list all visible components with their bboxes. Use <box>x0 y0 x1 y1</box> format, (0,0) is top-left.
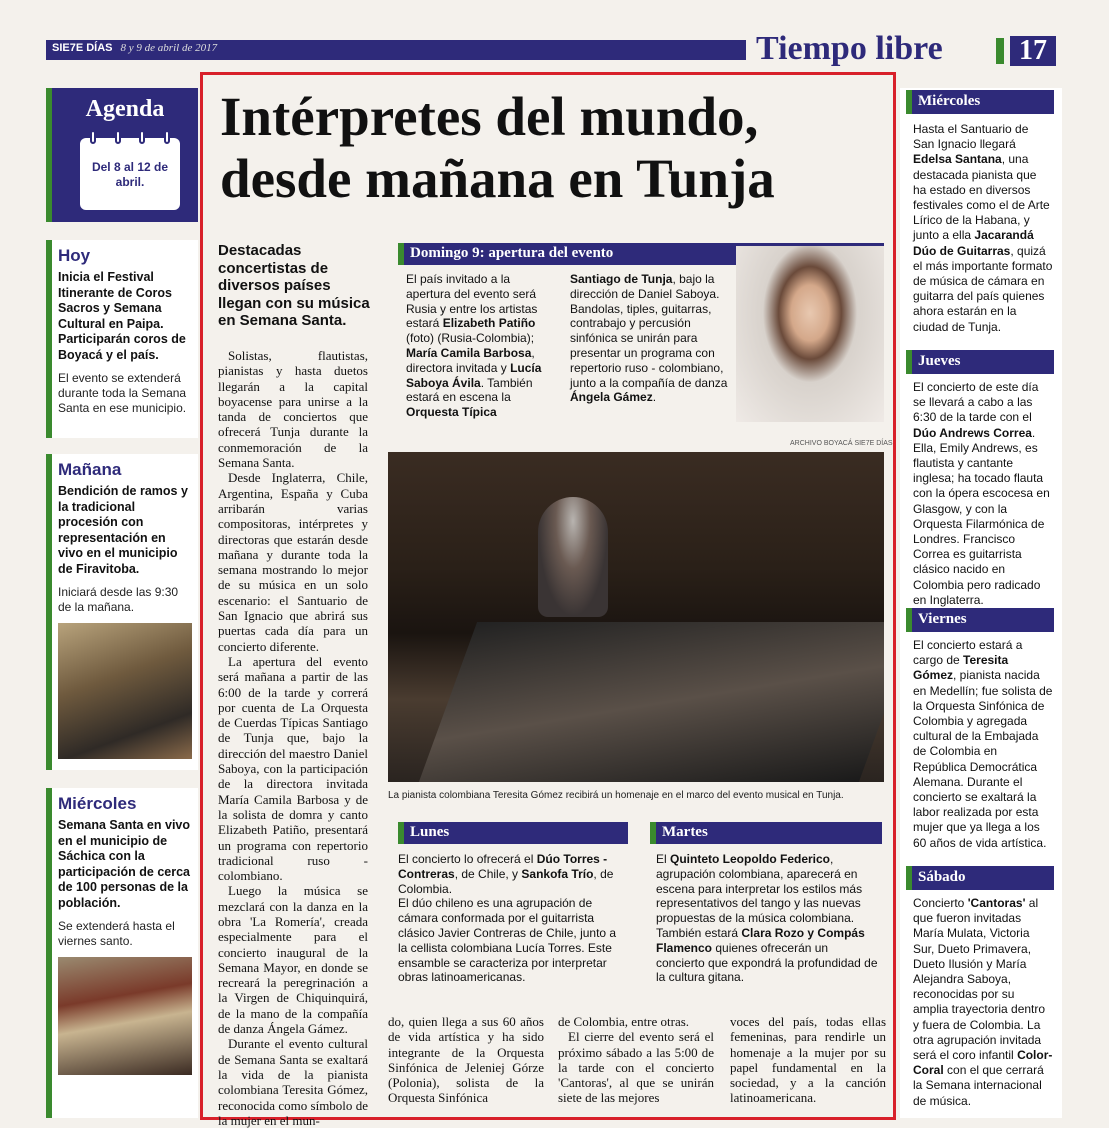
text-run: . Ella, Emily Andrews, es flautista y cantante inglesa; ha tocado flauta con la ópera escocesa en Glasgow, y con la Orquesta Filarmónica de Londres. Francisco Correa es guitarrista clásico nacido en Colombia pero radicado en Inglaterra. <box>913 425 1050 607</box>
paragraph: La apertura del evento será mañana a partir de las 6:00 de la tarde y correrá por cuenta de La Orquesta de Cuerdas Típicas Santiago de Tunja que, bajo la dirección del maestro Daniel Saboya, con la participación de la directora invitada María Camila Barbosa y de la solista de domra y canto Elizabeth Patiño, presentará un programa con repertorio tradicional ruso - colombiano. <box>218 653 368 884</box>
text-run: También estará <box>656 925 742 940</box>
photo-credit: ARCHIVO BOYACÁ SIE7E DÍAS <box>790 440 893 447</box>
bold-run: Quinteto Leopoldo Federico <box>670 852 831 866</box>
page-number: 17 <box>1010 36 1056 66</box>
viernes-heading: Viernes <box>906 608 1054 632</box>
pianist-photo <box>388 452 884 782</box>
lunes-heading: Lunes <box>398 822 628 844</box>
bold-run: Color-Coral <box>913 1048 1053 1078</box>
viernes-text <box>913 638 1053 851</box>
martes-p1 <box>656 852 878 926</box>
section-title: Tiempo libre <box>756 30 943 67</box>
article-column-2: do, quien llega a sus 60 años de vida artística y ha sido integrante de la Orquesta Sinfónica de Jeleniej Górze (Polonia), solista de la Orquesta Sinfónica <box>388 1014 544 1106</box>
miercoles-heading: Miércoles <box>906 90 1054 114</box>
text-run: Concierto <box>913 896 968 910</box>
text-run: . También estará en escena la <box>406 375 533 405</box>
newspaper-logo: SIE7E DÍAS <box>52 42 113 54</box>
article-headline: Intérpretes del mundo, desde mañana en Tunja <box>220 86 775 209</box>
text-run: , pianista nacida en Medellín; fue solista de la Orquesta Sinfónica de Colombia y agregada cultural de la Embajada de Colombia en República Democrática Alemana. Durante el concierto se exaltará la labor realizada por esta mujer que ya llega a los 60 años de vida artística. <box>913 668 1053 850</box>
martes-heading: Martes <box>650 822 882 844</box>
article-column-1 <box>218 348 368 1128</box>
agenda-dates: Del 8 al 12 de abril. <box>91 160 169 189</box>
bold-run: Clara Rozo y Compás Flamenco <box>656 925 865 955</box>
bold-run: María Camila Barbosa <box>406 345 532 360</box>
procession-photo <box>58 623 192 759</box>
bold-run: Jacarandá Dúo de Guitarras <box>913 228 1034 258</box>
photo-caption: La pianista colombiana Teresita Gómez recibirá un homenaje en el marco del evento musical en Tunja. <box>388 790 844 801</box>
paragraph: Desde Inglaterra, Chile, Argentina, España y Cuba arribarán varias compositoras, intérpretes y directoras que estarán desde mañana y durante toda la semana mostrando lo mejor de su música en un solo escenario: el Santuario de San Ignacio que abrirá sus puertas cada día para un concierto diferente. <box>218 470 368 654</box>
bold-run: Orquesta Típica <box>406 405 497 420</box>
lunes-p2: El dúo chileno es una agrupación de cámara conformada por el guitarrista clásico Javier Contreras de Chile, junto a la cellista colombiana Lucía Torres. Este ensamble se caracteriza por interpretar obras latinoamericanas. <box>398 896 617 985</box>
text-run: , bajo la dirección de Daniel Saboya. Bandolas, tiples, guitarras, contrabajo y percusión sinfónica se unirán para presentar un programa con repertorio ruso - colombiano, junto a la compañía de danza <box>570 272 728 390</box>
bold-run: Sankofa Trío <box>521 866 594 881</box>
holy-week-photo <box>58 957 192 1075</box>
bold-run: 'Cantoras' <box>967 896 1026 910</box>
text-run: Hasta el Santuario de San Ignacio llegará <box>913 122 1029 152</box>
agenda-box <box>46 88 198 222</box>
text-run: El concierto estará a cargo de <box>913 638 1023 668</box>
bold-run: Teresita Gómez <box>913 653 1009 683</box>
domingo-text-right <box>570 272 728 405</box>
text-run: , de Colombia. <box>398 866 614 896</box>
agenda-hoy-title: Hoy <box>58 246 91 265</box>
pianist-figure <box>538 497 608 617</box>
header-masthead <box>52 42 217 54</box>
calendar-icon <box>80 138 180 210</box>
text-run: , de Chile, y <box>454 866 522 881</box>
text-run: , directora invitada y <box>406 345 535 375</box>
piano-shape <box>419 622 884 782</box>
text-run: El país invitado a la apertura del evento será Rusia y entre los artistas estará <box>406 272 538 331</box>
singer-portrait <box>736 246 884 422</box>
text-run: El concierto de este día se llevará a cabo a las 6:30 de la tarde con el <box>913 380 1039 425</box>
paragraph: El cierre del evento será el próximo sábado a las 5:00 de la tarde con el concierto 'Cantoras', al que se unirán siete de las mejores <box>558 1029 714 1106</box>
agenda-miercoles-note: Se extenderá hasta el viernes santo. <box>58 919 175 948</box>
bold-run: Dúo Torres - Contreras <box>398 852 608 881</box>
martes-text <box>656 852 878 985</box>
bold-run: Ángela Gámez <box>570 390 653 405</box>
agenda-manana-title: Mañana <box>58 460 122 479</box>
agenda-miercoles <box>46 788 198 1118</box>
agenda-manana-text: Bendición de ramos y la tradicional procesión con representación en vivo en el municipio de Firavitoba. <box>58 484 188 576</box>
text-run: quienes ofrecerán un concierto que expondrá la profundidad de la cultura gitana. <box>656 940 878 985</box>
agenda-hoy-note: El evento se extenderá durante toda la Semana Santa en ese municipio. <box>58 371 187 415</box>
agenda-manana-note: Iniciará desde las 9:30 de la mañana. <box>58 585 179 614</box>
bold-run: Lucía Saboya Ávila <box>406 360 542 390</box>
domingo-heading: Domingo 9: apertura del evento <box>398 243 884 265</box>
paragraph: Durante el evento cultural de Semana Santa se exaltará la vida de la pianista colombiana Teresita Gómez, reconocida como símbolo de la mujer en el mun- <box>218 1036 368 1128</box>
article-column-4: voces del país, todas ellas femeninas, para rendirle un homenaje a la mujer por su papel fundamental en la sociedad, y a la canción latinoamericana. <box>730 1014 886 1106</box>
text-run: , una destacada pianista que ha estado en diversos festivales como el de Arte Lírico de la Habana, y junto a ella <box>913 152 1050 243</box>
article-deck: Destacadas concertistas de diversos países llegan con su música en Semana Santa. <box>218 242 370 329</box>
bold-run: Elizabeth Patiño <box>442 316 536 331</box>
jueves-text <box>913 380 1053 608</box>
text-run: . <box>652 390 657 405</box>
lunes-text <box>398 852 620 985</box>
miercoles-text <box>913 122 1053 335</box>
agenda-manana <box>46 454 198 770</box>
text-run: El <box>656 852 671 866</box>
agenda-miercoles-title: Miércoles <box>58 794 137 813</box>
text-run: al que fueron invitadas María Mulata, Victoria Sur, Dueto Primavera, Dueto Ilusión y María Alejandra Saboya, reconocidas por su amplia trayectoria dentro y fuera de Colombia. La otra agrupación invitada será el coro infantil <box>913 896 1046 1063</box>
paragraph: Luego la música se mezclará con la danza en la obra 'La Romería', creada especialmente para el concierto inaugural de la Semana Mayor, en donde se recreará la peregrinación a la Virgen de Chiquinquirá, de la mano de la compañía de danza Ángela Gámez. <box>218 883 368 1037</box>
martes-p2 <box>656 926 878 985</box>
sabado-text <box>913 896 1053 1109</box>
text-run: , agrupación colombiana, aparecerá en escena para interpretar los estilos más representativos del tango y las nuevas propuestas de la música colombiana. <box>656 852 863 926</box>
article-column-3 <box>558 1014 714 1106</box>
paragraph: de Colombia, entre otras. <box>558 1014 690 1029</box>
issue-date: 8 y 9 de abril de 2017 <box>120 42 218 54</box>
bold-run: Dúo Andrews Correa <box>913 425 1032 440</box>
sabado-heading: Sábado <box>906 866 1054 890</box>
text-run: El concierto lo ofrecerá el <box>398 852 537 866</box>
text-run: , quizá el más importante formato de música de cámara en guitarra del país quienes ahora estarán en la ciudad de Tunja. <box>913 243 1053 334</box>
agenda-title: Agenda <box>85 96 165 122</box>
agenda-hoy <box>46 240 198 438</box>
lunes-p1 <box>398 852 620 896</box>
bold-run: Edelsa Santana <box>913 152 1002 167</box>
paragraph: Solistas, flautistas, pianistas y hasta duetos llegarán a la capital boyacense para unirse a la tanda de conciertos que ofrecerá Tunja durante la conmemoración de la Semana Santa. <box>218 348 368 471</box>
jueves-heading: Jueves <box>906 350 1054 374</box>
domingo-text-left <box>406 272 558 420</box>
bold-run: Santiago de Tunja <box>570 272 673 286</box>
text-run: con el que cerrará la Semana internacional de música. <box>913 1063 1044 1108</box>
agenda-hoy-text: Inicia el Festival Itinerante de Coros Sacros y Semana Cultural en Paipa. Participarán coros de Boyacá y el país. <box>58 270 186 362</box>
section-accent <box>996 38 1004 64</box>
text-run: (foto) (Rusia-Colombia); <box>406 331 535 346</box>
agenda-miercoles-text: Semana Santa en vivo en el municipio de Sáchica con la participación de cerca de 100 personas de la población. <box>58 818 191 910</box>
